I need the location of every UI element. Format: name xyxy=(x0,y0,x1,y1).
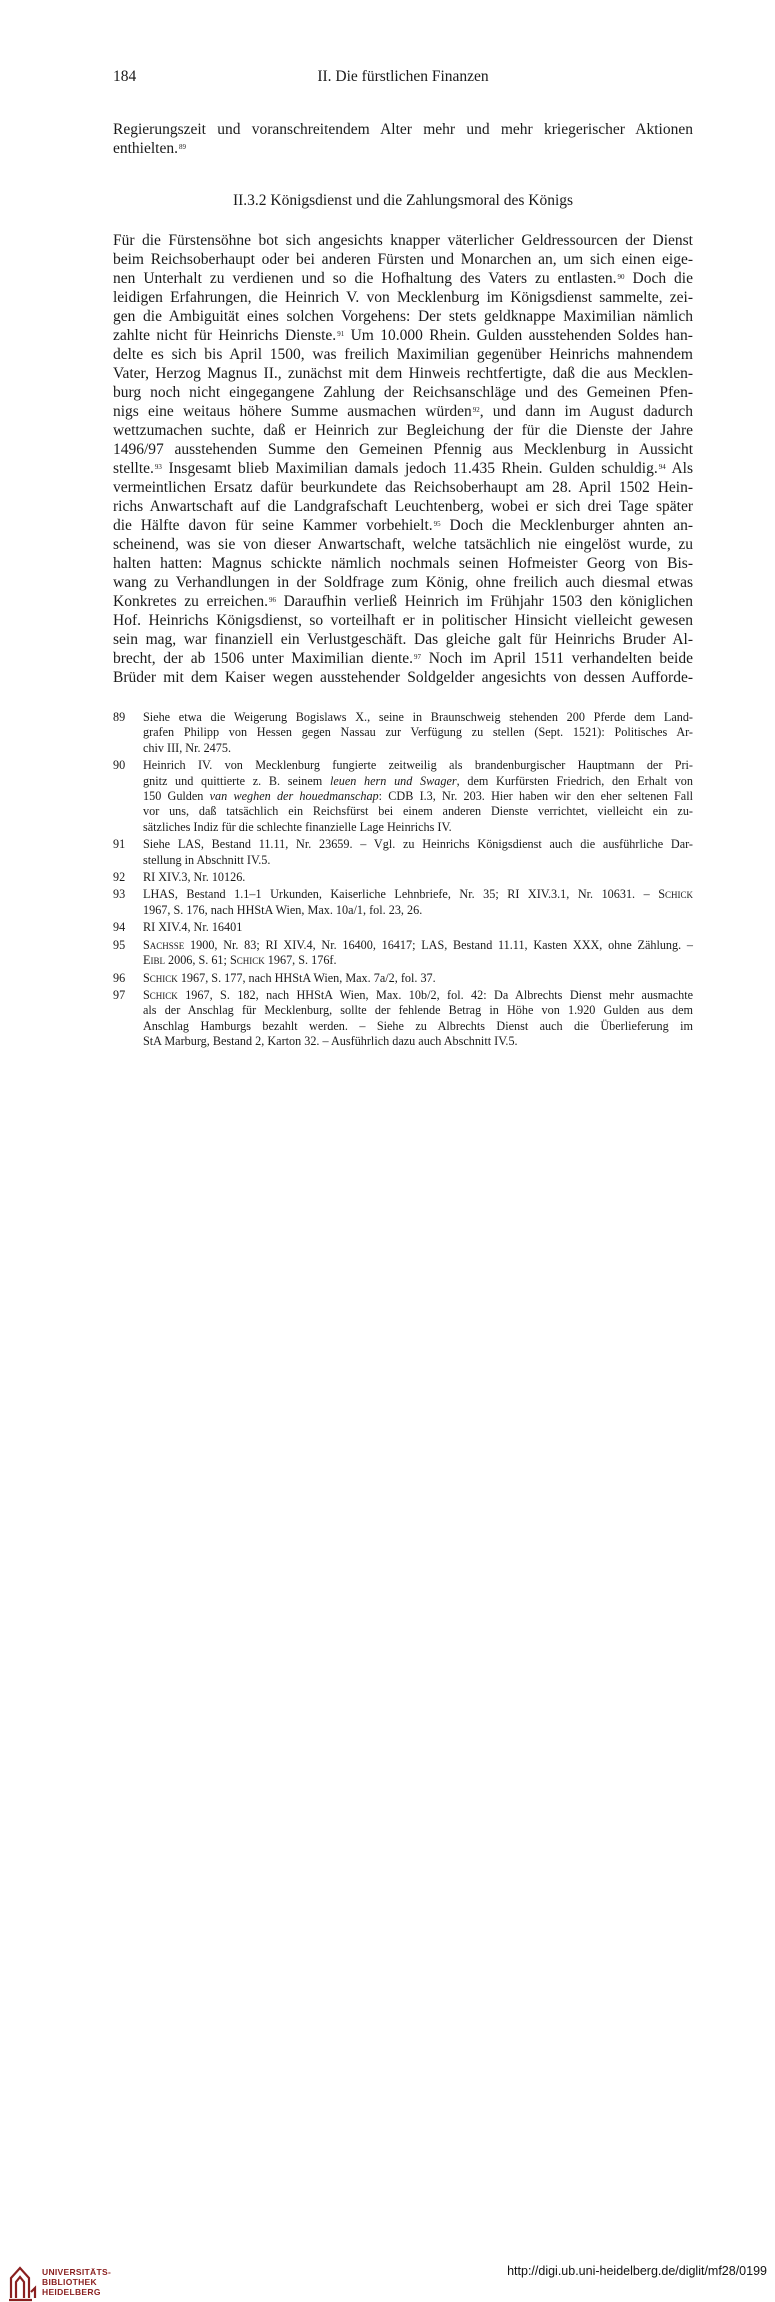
footnote-line xyxy=(143,971,693,986)
text-line: sein mag, war finanziell ein Verlustgeschäft. Das gleiche galt für Heinrichs Bruder Al- xyxy=(113,631,693,648)
author-name: Schick xyxy=(143,970,178,985)
text-fragment: die Hälfte davon für seine Kammer vorbehielt. xyxy=(113,517,433,534)
italic-quote: van weghen der houedmanschap xyxy=(209,789,379,804)
text-line: vermeintlichen Ersatz dafür beurkundete das Reichsoberhaupt am 28. April 1502 Hein- xyxy=(113,479,693,496)
text-fragment: 1967, S. 182, nach HHStA Wien, Max. 10b/2, fol. 42: Da Albrechts Dienst mehr ausmachte xyxy=(177,987,693,1002)
footnote-ref[interactable]: 94 xyxy=(658,463,666,471)
footnote-number: 97 xyxy=(113,987,126,1002)
footnote-ref[interactable]: 93 xyxy=(154,463,162,471)
footnote-number: 90 xyxy=(113,758,126,773)
footnotes xyxy=(113,710,693,1052)
text-fragment: Noch im April 1511 verhandelten beide xyxy=(421,650,693,667)
footnote-line: RI XIV.4, Nr. 16401 xyxy=(143,920,243,935)
text-fragment: zahlte nicht für Heinrichs Dienste. xyxy=(113,327,337,344)
footnote-ref[interactable]: 89 xyxy=(179,143,186,151)
text-line xyxy=(113,326,693,345)
footnote-line: sätzliches Indiz für die schlechte finanzielle Lage Heinrichs IV. xyxy=(143,819,452,834)
footnote-line: 1967, S. 176, nach HHStA Wien, Max. 10a/1, fol. 23, 26. xyxy=(143,902,423,917)
source-url-link[interactable]: http://digi.ub.uni-heidelberg.de/diglit/mf28/0199 xyxy=(507,2264,767,2278)
digitization-footer xyxy=(0,1130,775,2297)
text-line: beim Reichsoberhaupt oder bei anderen Fürsten und Monarchen an, um sich einen eige- xyxy=(113,251,693,268)
text-fragment: 2006, S. 61; xyxy=(164,953,230,968)
footnote-line: chiv III, Nr. 2475. xyxy=(143,740,232,755)
footnote-number: 93 xyxy=(113,887,126,902)
library-logo-icon xyxy=(8,2262,38,2302)
footnote-96 xyxy=(113,971,693,986)
text-fragment: enthielten. xyxy=(113,140,178,157)
footnote-number: 95 xyxy=(113,937,126,952)
text-fragment: brecht, der ab 1506 unter Maximilian diente. xyxy=(113,650,414,667)
text-line: Hof. Heinrichs Königsdienst, so vorteilhaft er in politischer Hinsicht vielleicht gewesen xyxy=(113,612,693,629)
footnote-number: 92 xyxy=(113,870,126,885)
text-fragment: nigs eine weitaus höhere Summe ausmachen würden xyxy=(113,403,472,420)
text-fragment: 150 Gulden xyxy=(143,789,210,804)
page-number: 184 xyxy=(113,68,137,85)
text-line xyxy=(113,592,693,611)
footnote-ref[interactable]: 97 xyxy=(414,653,422,661)
text-fragment: LHAS, Bestand 1.1–1 Urkunden, Kaiserliche Lehnbriefe, Nr. 35; RI XIV.3.1, Nr. 10631. – xyxy=(143,887,659,902)
footnote-line xyxy=(143,953,693,968)
library-name-line: UNIVERSITÄTS- xyxy=(42,2267,112,2277)
footnote-line xyxy=(143,938,693,953)
footnote-line: stellung in Abschnitt IV.5. xyxy=(143,852,271,867)
text-fragment: 1967, S. 176f. xyxy=(264,953,337,968)
footnote-95 xyxy=(113,938,693,969)
footnote-97 xyxy=(113,988,693,1050)
text-line xyxy=(113,649,693,668)
text-line: leidigen Erfahrungen, die Heinrich V. von Mecklenburg im Königsdienst sammelte, zei- xyxy=(113,289,693,306)
text-fragment: , und dann im August dadurch xyxy=(479,403,693,420)
paragraph-main xyxy=(113,231,693,687)
text-line: 1496/97 ausstehenden Summe den Gemeinen Pfennig aus Mecklenburg in Aussicht xyxy=(113,441,693,458)
author-name: Sachsse xyxy=(143,937,185,952)
footnote-93 xyxy=(113,887,693,918)
text-line: burg noch nicht eingegangene Zahlung der Reichsanschläge und des Gemeinen Pfen- xyxy=(113,384,693,401)
text-fragment: Daraufhin verließ Heinrich im Frühjahr 1503 den königlichen xyxy=(276,593,693,610)
footnote-number: 89 xyxy=(113,710,126,724)
footnote-line xyxy=(143,887,693,902)
footnote-94 xyxy=(113,920,693,935)
text-line: halten hatten: Magnus schickte nämlich nochmals seinen Hofmeister Georg von Bis- xyxy=(113,555,693,572)
footnote-line: RI XIV.3, Nr. 10126. xyxy=(143,870,246,885)
text-line: wettzumachen suchte, daß er Heinrich zur Begleichung der für die Dienste der Jahre xyxy=(113,422,693,439)
footnote-line: Anschlag Hamburgs bezahlt werden. – Siehe zu Albrechts Dienst auch die Überlieferung im xyxy=(143,1018,693,1033)
text-line: scheinend, was sie von dieser Anwartschaft, welche tatsächlich nie eingelöst wurde, zu xyxy=(113,536,693,553)
text-line: Für die Fürstensöhne bot sich angesichts knapper väterlicher Geldressourcen der Dienst xyxy=(113,232,693,249)
text-fragment: Konkretes zu erreichen. xyxy=(113,593,269,610)
footnote-ref[interactable]: 91 xyxy=(337,330,345,338)
footnote-ref[interactable]: 95 xyxy=(433,520,441,528)
author-name: Schick xyxy=(143,987,178,1002)
footnote-line xyxy=(143,774,693,789)
footnote-line xyxy=(143,789,693,804)
footnote-ref[interactable]: 90 xyxy=(617,273,625,281)
footnote-line: StA Marburg, Bestand 2, Karton 32. – Ausführlich dazu auch Abschnitt IV.5. xyxy=(143,1034,518,1049)
footnote-line: Heinrich IV. von Mecklenburg fungierte zeitweilig als brandenburgischer Hauptmann der Pri- xyxy=(143,758,693,773)
footnote-line: als der Anschlag für Mecklenburg, sollte der fehlende Betrag in Höhe von 1.920 Gulden aus dem xyxy=(143,1003,693,1018)
text-line xyxy=(113,459,693,478)
author-name: Schick xyxy=(658,887,693,902)
italic-quote: leuen hern und Swager xyxy=(329,773,457,788)
footnote-line xyxy=(143,988,693,1003)
text-line xyxy=(113,402,693,421)
text-line xyxy=(113,269,693,288)
text-line xyxy=(113,139,693,158)
footnote-number: 96 xyxy=(113,970,126,985)
text-line: gen die Ambiguität eines solchen Vorgehens: Der stets geldknappe Maximilian nämlich xyxy=(113,308,693,325)
footnote-number: 94 xyxy=(113,920,126,935)
footnote-line: grafen Philipp von Hessen gegen Nassau zur Verfügung zu stellen (Sept. 1521): Politisches Ar- xyxy=(143,725,693,740)
text-fragment: gnitz und quittierte z. B. seinem xyxy=(143,773,330,788)
text-fragment: Insgesamt blieb Maximilian damals jedoch 11.435 Rhein. Gulden schuldig. xyxy=(161,460,658,477)
text-line xyxy=(113,516,693,535)
text-fragment: : CDB I.3, Nr. 203. Hier haben wir den eher seltenen Fall xyxy=(378,789,693,804)
text-fragment: Doch die Mecklenburger ahnten an- xyxy=(440,517,693,534)
text-fragment: , dem Kurfürsten Friedrich, den Erhalt von xyxy=(456,773,693,788)
text-fragment: Um 10.000 Rhein. Gulden ausstehenden Soldes han- xyxy=(344,327,693,344)
paragraph-continuation xyxy=(113,120,693,158)
footnote-89 xyxy=(113,710,693,756)
running-head: II. Die fürstlichen Finanzen xyxy=(317,68,489,85)
text-fragment: 1900, Nr. 83; RI XIV.4, Nr. 16400, 16417; LAS, Bestand 11.11, Kasten XXX, ohne Zählung. – xyxy=(184,937,693,952)
footnote-ref[interactable]: 96 xyxy=(269,596,277,604)
footnote-line: Siehe etwa die Weigerung Bogislaws X., seine in Braunschweig stehenden 200 Pferde dem Land- xyxy=(143,710,693,724)
library-name-line: HEIDELBERG xyxy=(42,2287,101,2297)
text-line: Vater, Herzog Magnus II., zunächst mit dem Hinweis rechtfertigte, daß die aus Mecklen- xyxy=(113,365,693,382)
author-name: Eibl xyxy=(143,953,165,968)
footnote-line: vor uns, daß tatsächlich ein Reichsfürst bei einem anderen Dienste verrichtet, vielleicht ein zu- xyxy=(143,804,693,819)
text-fragment: Doch die xyxy=(624,270,693,287)
text-line: Regierungszeit und voranschreitendem Alter mehr und mehr kriegerischer Aktionen xyxy=(113,121,693,138)
text-line: wang zu Verhandlungen in der Soldfrage zum König, ohne freilich auch diesmal etwas xyxy=(113,574,693,591)
footnote-line: Siehe LAS, Bestand 11.11, Nr. 23659. – Vgl. zu Heinrichs Königsdienst auch die ausführliche Dar- xyxy=(143,837,693,852)
footnote-90 xyxy=(113,758,693,835)
footnote-91 xyxy=(113,837,693,868)
text-fragment: nen Unterhalt zu verdienen und so die Hofhaltung des Vaters zu entlasten. xyxy=(113,270,617,287)
text-line: delte es sich bis April 1500, was freilich Maximilian gegenüber Heinrichs mahnendem xyxy=(113,346,693,363)
text-line: Brüder mit dem Kaiser wegen ausstehender Soldgelder angesichts von dessen Aufforde- xyxy=(113,669,693,686)
footnote-92 xyxy=(113,870,693,885)
text-fragment: 1967, S. 177, nach HHStA Wien, Max. 7a/2, fol. 37. xyxy=(177,970,436,985)
section-heading: II.3.2 Königsdienst und die Zahlungsmoral des Königs xyxy=(232,192,574,209)
text-line: richs Anwartschaft auf die Landgrafschaft Leuchtenberg, wobei er sich drei Tage später xyxy=(113,498,693,515)
text-fragment: Als xyxy=(665,460,693,477)
library-name-line: BIBLIOTHEK xyxy=(42,2277,97,2287)
text-fragment: stellte. xyxy=(113,460,154,477)
library-name xyxy=(42,2267,111,2297)
footnote-number: 91 xyxy=(113,837,126,852)
footnote-ref[interactable]: 92 xyxy=(472,406,480,414)
author-name: Schick xyxy=(229,953,265,968)
